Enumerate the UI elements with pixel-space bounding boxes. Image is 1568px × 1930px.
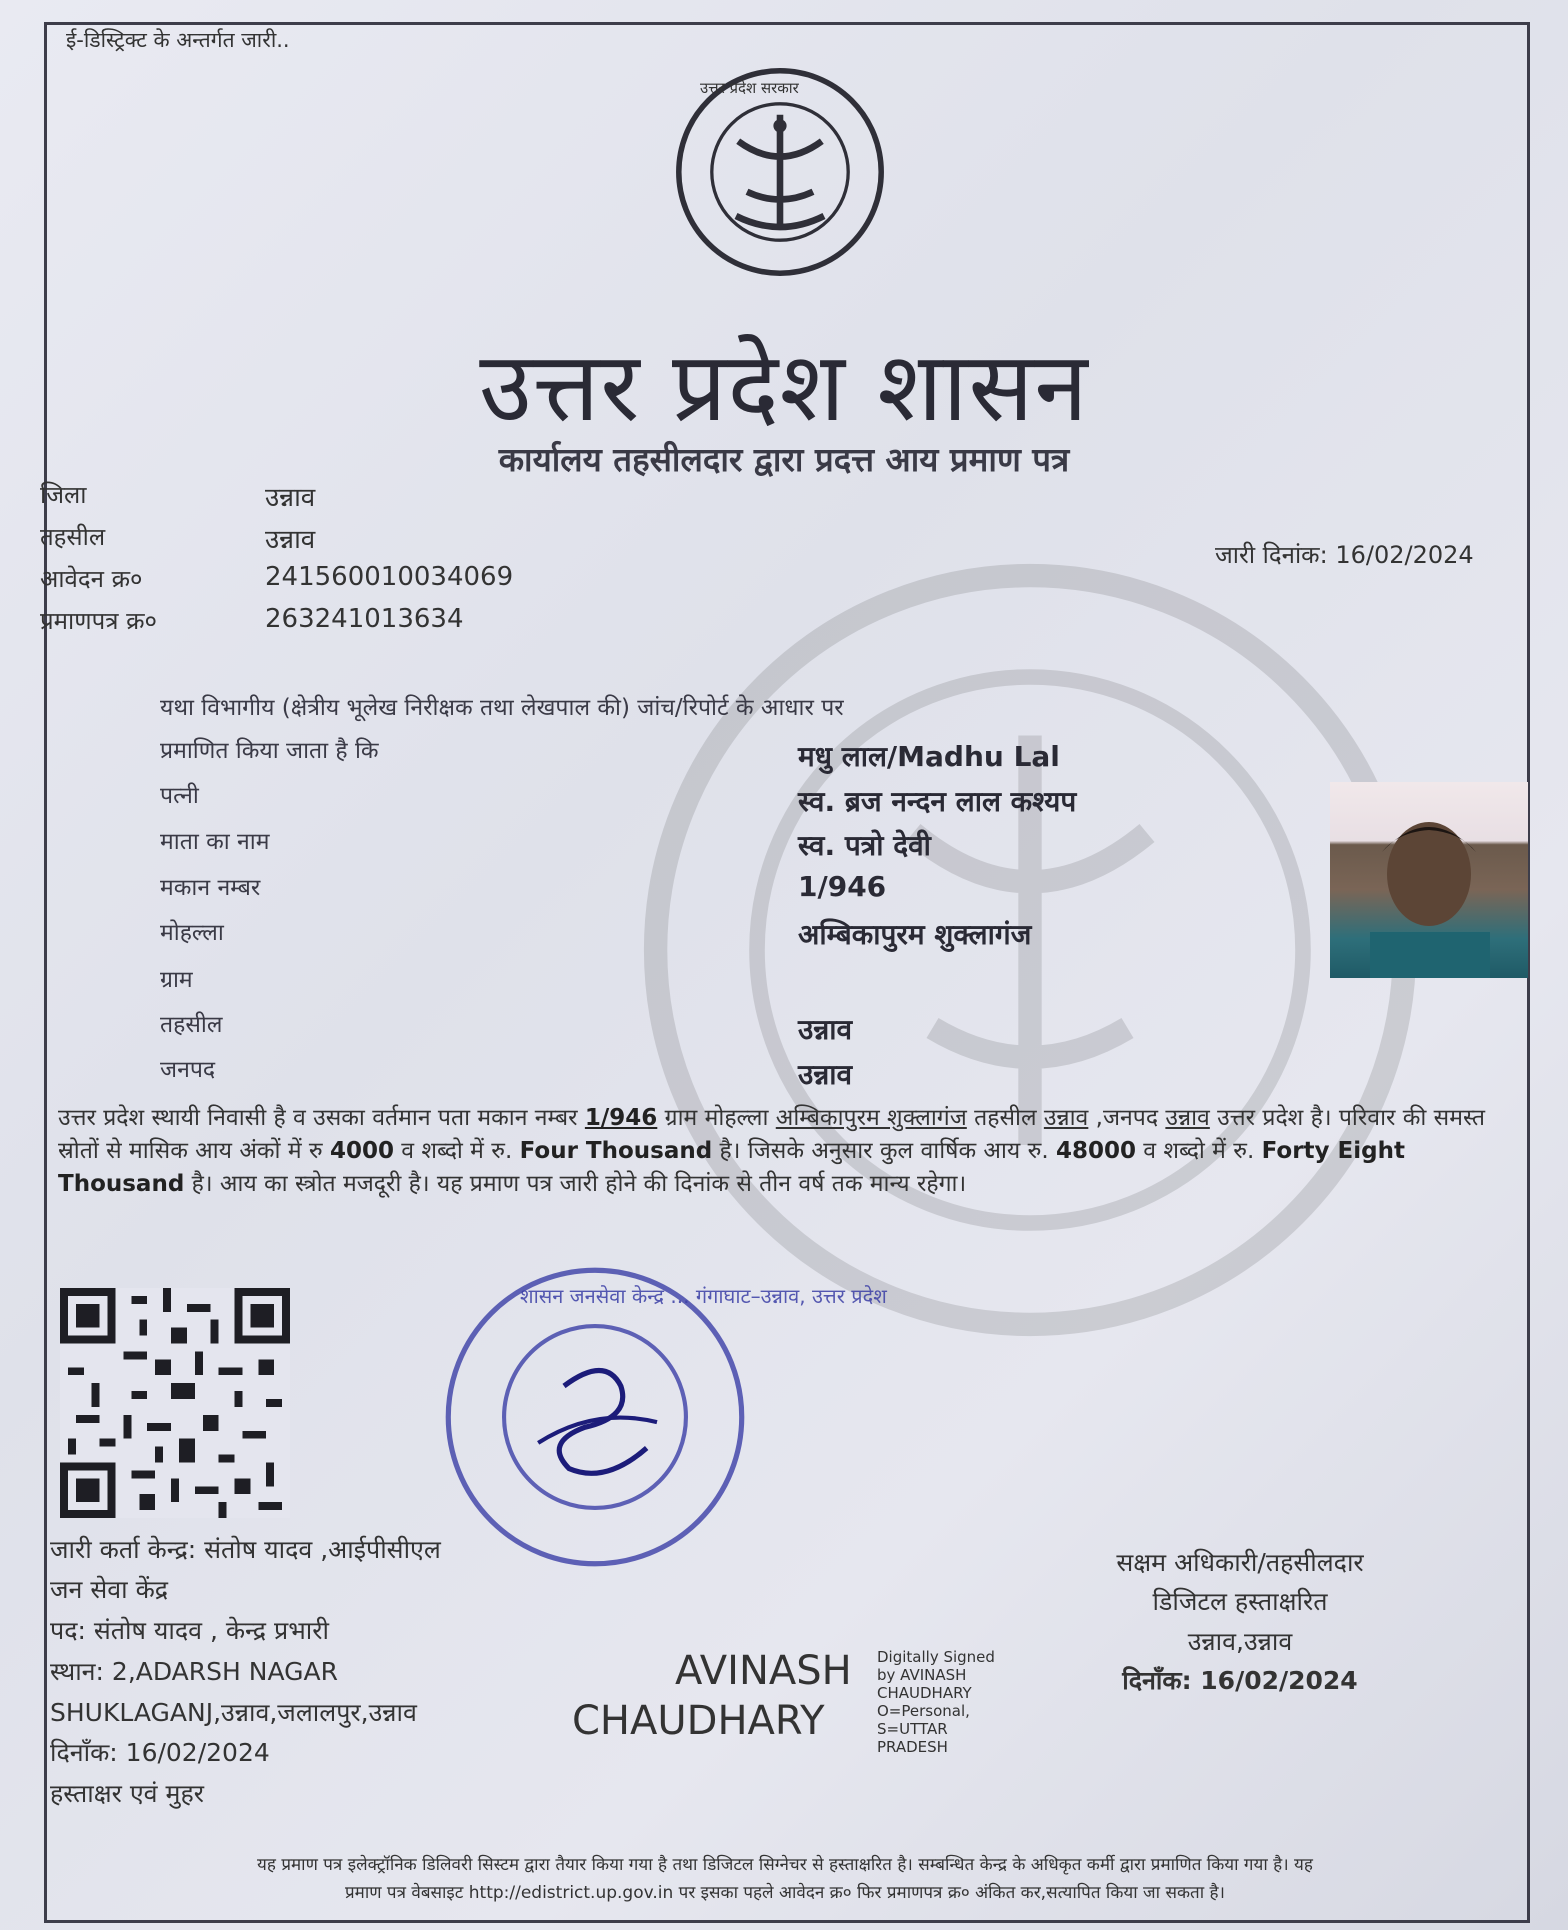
authority-line-2: डिजिटल हस्ताक्षरित xyxy=(1152,1587,1328,1616)
issue-date: जारी दिनांक: 16/02/2024 xyxy=(1215,541,1474,569)
husband-value: स्व. ब्रज नन्दन लाल कश्यप xyxy=(798,785,1077,818)
tehsil-label: तहसील xyxy=(40,523,106,551)
monthly-income: 4000 xyxy=(329,1138,394,1164)
issuer-line-6: दिनाँक: 16/02/2024 xyxy=(50,1738,270,1767)
gram-label: ग्राम xyxy=(160,967,193,993)
tehsil-field-label: तहसील xyxy=(160,1012,223,1038)
tehsil-field-value: उन्नाव xyxy=(798,1013,853,1046)
applicant-name: मधु लाल/Madhu Lal xyxy=(798,740,1060,773)
monthly-income-words: Four Thousand xyxy=(519,1138,713,1164)
authority-line-3: उन्नाव,उन्नाव xyxy=(1187,1627,1293,1656)
husband-label: पत्नी xyxy=(160,783,199,809)
page-title: उत्तर प्रदेश शासन xyxy=(479,331,1089,443)
digital-signature-details: Digitally Signed by AVINASH CHAUDHARY O=Personal, S=UTTAR PRADESH xyxy=(877,1648,995,1756)
intro-line-2: प्रमाणित किया जाता है कि xyxy=(160,738,379,764)
tehsil-value: उन्नाव xyxy=(265,525,316,555)
verification-note-line-2: प्रमाण पत्र वेबसाइट http://edistrict.up.gov.in पर इसका पहले आवेदन क्र० फिर प्रमाणपत्र क्र० अंकित कर,सत्यापित किया जा सकता है। xyxy=(345,1883,1225,1903)
qr-code-icon xyxy=(60,1288,290,1518)
district-label: जिला xyxy=(40,481,87,509)
janpad-label: जनपद xyxy=(160,1057,216,1083)
authority-line-1: सक्षम अधिकारी/तहसीलदार xyxy=(1116,1548,1364,1577)
authority-date: दिनाँक: 16/02/2024 xyxy=(1122,1666,1358,1695)
para-janpad: उन्नाव xyxy=(1165,1105,1210,1131)
house-label: मकान नम्बर xyxy=(160,875,261,901)
issuer-line-5: SHUKLAGANJ,उन्नाव,जलालपुर,उन्नाव xyxy=(50,1698,417,1727)
annual-income-words: Forty Eight Thousand xyxy=(58,1138,1405,1197)
page-subtitle: कार्यालय तहसीलदार द्वारा प्रदत्त आय प्रमाण पत्र xyxy=(498,440,1070,479)
issuer-line-3: पद: संतोष यादव , केन्द्र प्रभारी xyxy=(50,1616,329,1645)
intro-line-1: यथा विभागीय (क्षेत्रीय भूलेख निरीक्षक तथा लेखपाल की) जांच/रिपोर्ट के आधार पर xyxy=(160,695,844,721)
person-photo-icon xyxy=(1330,782,1528,978)
certificate-label: प्रमाणपत्र क्र० xyxy=(40,607,157,635)
para-tehsil: उन्नाव xyxy=(1043,1105,1089,1131)
income-paragraph: उत्तर प्रदेश स्थायी निवासी है व उसका वर्तमान पता मकान नम्बर 1/946 ग्राम मोहल्ला अम्बिकापुरम शुक्लागंज तहसील उन्नाव ,जनपद उन्नाव उत्तर प्रदेश है। परिवार की समस्त स्रोतों से मासिक आय अंकों में रु 4000 व शब्दो में रु. Four Thousand है। जिसके अनुसार कुल वार्षिक आय रु. 48000 व शब्दो में रु. Forty Eight Thousand है। आय का स्त्रोत मजदूरी है। यह प्रमाण पत्र जारी होने की दिनांक से तीन वर्ष तक मान्य रहेगा। xyxy=(58,1105,1486,1197)
issuer-line-2: जन सेवा केंद्र xyxy=(50,1575,169,1604)
house-value: 1/946 xyxy=(798,870,887,903)
district-value: उन्नाव xyxy=(265,483,316,513)
para-mohalla: अम्बिकापुरम शुक्लागंज xyxy=(775,1105,967,1131)
issuer-line-7: हस्ताक्षर एवं मुहर xyxy=(50,1779,204,1808)
emblem-text: उत्तर प्रदेश सरकार xyxy=(700,79,799,97)
certificate-number: 263241013634 xyxy=(265,604,464,634)
mother-value: स्व. पत्रो देवी xyxy=(798,829,931,862)
issuer-line-1: जारी कर्ता केन्द्र: संतोष यादव ,आईपीसीएल xyxy=(50,1535,441,1564)
janpad-value: उन्नाव xyxy=(798,1058,853,1091)
issuer-line-4: स्थान: 2,ADARSH NAGAR xyxy=(50,1657,338,1686)
header-note: ई-डिस्ट्रिक्ट के अन्तर्गत जारी.. xyxy=(66,28,290,52)
verification-note-line-1: यह प्रमाण पत्र इलेक्ट्रॉनिक डिलिवरी सिस्टम द्वारा तैयार किया गया है तथा डिजिटल सिग्नेचर से हस्ताक्षरित है। सम्बन्धित केन्द्र के अधिकृत कर्मी द्वारा प्रमाणित किया गया है। यह xyxy=(257,1855,1313,1875)
seal-text: शासन जनसेवा केन्द्र ... गंगाघाट–उन्नाव, उत्तर प्रदेश xyxy=(520,1284,887,1308)
annual-income: 48000 xyxy=(1055,1138,1136,1164)
mohalla-value: अम्बिकापुरम शुक्लागंज xyxy=(798,918,1032,951)
para-house: 1/946 xyxy=(584,1105,658,1131)
mohalla-label: मोहल्ला xyxy=(160,920,224,946)
application-label: आवेदन क्र० xyxy=(40,565,143,593)
applicant-photo xyxy=(1330,782,1528,978)
signer-name-last: CHAUDHARY xyxy=(572,1698,825,1744)
application-number: 241560010034069 xyxy=(265,562,514,592)
mother-label: माता का नाम xyxy=(160,829,270,855)
signer-name-first: AVINASH xyxy=(675,1648,852,1694)
